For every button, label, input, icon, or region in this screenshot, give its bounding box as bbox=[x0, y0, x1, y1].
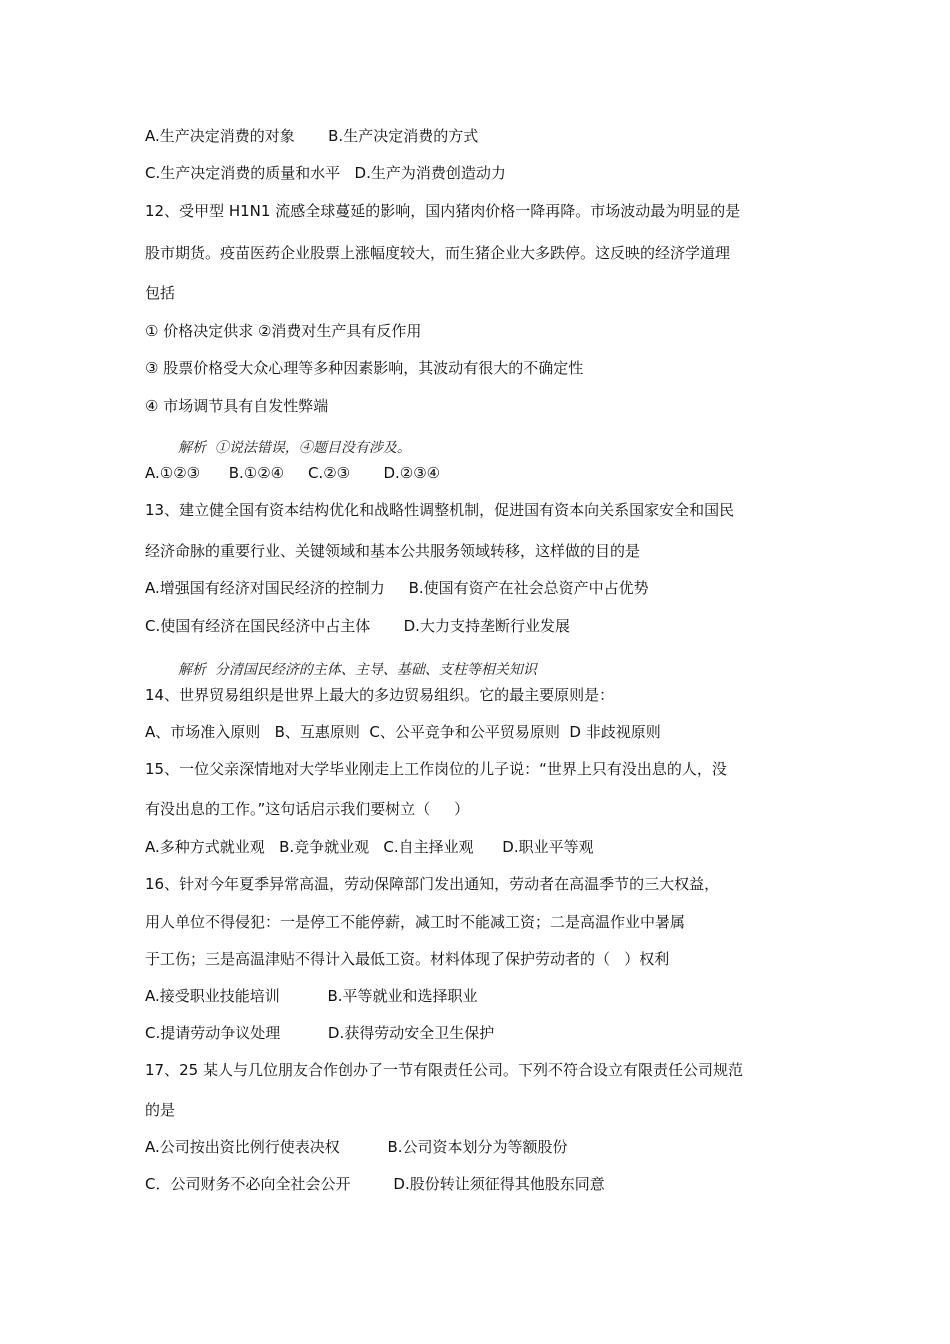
q14-options: A、市场准入原则 B、互惠原则 C、公平竞争和公平贸易原则 D 非歧视原则 bbox=[145, 723, 661, 741]
q14-stem: 14、世界贸易组织是世界上最大的多边贸易组织。它的最主要原则是： bbox=[145, 686, 615, 704]
q12-stem-line-3: 包括 bbox=[145, 284, 176, 302]
q17-options-cd: C．公司财务不必向全社会公开 D.股份转让须征得其他股东同意 bbox=[145, 1175, 605, 1193]
q12-statement-4: ④ 市场调节具有自发性弊端 bbox=[145, 397, 329, 415]
q12-stem-line-1: 12、受甲型 H1N1 流感全球蔓延的影响，国内猪肉价格一降再降。市场波动最为明显的是 bbox=[145, 202, 741, 220]
q16-stem-line-3: 于工伤；三是高温津贴不得计入最低工资。材料体现了保护劳动者的（ ）权利 bbox=[145, 950, 670, 968]
q13-analysis: 解析 分清国民经济的主体、主导、基础、支柱等相关知识 bbox=[178, 662, 537, 678]
q13-options-cd: C.使国有经济在国民经济中占主体 D.大力支持垄断行业发展 bbox=[145, 617, 570, 635]
q16-options-ab: A.接受职业技能培训 B.平等就业和选择职业 bbox=[145, 987, 478, 1005]
q17-options-ab: A.公司按出资比例行使表决权 B.公司资本划分为等额股份 bbox=[145, 1138, 568, 1156]
q17-stem-line-1: 17、25 某人与几位朋友合作创办了一节有限责任公司。下列不符合设立有限责任公司规范 bbox=[145, 1061, 743, 1079]
q15-stem-line-2: 有没出息的工作。”这句话启示我们要树立（ ） bbox=[145, 800, 470, 818]
q16-options-cd: C.提请劳动争议处理 D.获得劳动安全卫生保护 bbox=[145, 1024, 495, 1042]
q15-options: A.多种方式就业观 B.竞争就业观 C.自主择业观 D.职业平等观 bbox=[145, 838, 594, 856]
q12-statement-1-2: ① 价格决定供求 ②消费对生产具有反作用 bbox=[145, 322, 422, 340]
q11-options-cd: C.生产决定消费的质量和水平 D.生产为消费创造动力 bbox=[145, 164, 506, 182]
q12-analysis: 解析 ①说法错误，④题目没有涉及。 bbox=[178, 440, 411, 456]
q13-stem-line-2: 经济命脉的重要行业、关键领域和基本公共服务领域转移，这样做的目的是 bbox=[145, 542, 641, 560]
q16-stem-line-1: 16、针对今年夏季异常高温，劳动保障部门发出通知，劳动者在高温季节的三大权益， bbox=[145, 875, 720, 893]
q11-options-ab: A.生产决定消费的对象 B.生产决定消费的方式 bbox=[145, 127, 479, 145]
q12-statement-3: ③ 股票价格受大众心理等多种因素影响，其波动有很大的不确定性 bbox=[145, 359, 584, 377]
q12-stem-line-2: 股市期货。疫苗医药企业股票上涨幅度较大，而生猪企业大多跌停。这反映的经济学道理 bbox=[145, 244, 731, 262]
q16-stem-line-2: 用人单位不得侵犯：一是停工不能停薪，减工时不能减工资；二是高温作业中暑属 bbox=[145, 913, 686, 931]
q13-options-ab: A.增强国有经济对国民经济的控制力 B.使国有资产在社会总资产中占优势 bbox=[145, 579, 649, 597]
q12-options: A.①②③ B.①②④ C.②③ D.②③④ bbox=[145, 464, 441, 482]
q15-stem-line-1: 15、一位父亲深情地对大学毕业刚走上工作岗位的儿子说：“世界上只有没出息的人，没 bbox=[145, 760, 727, 778]
q17-stem-line-2: 的是 bbox=[145, 1101, 176, 1119]
q13-stem-line-1: 13、建立健全国有资本结构优化和战略性调整机制，促进国有资本向关系国家安全和国民 bbox=[145, 501, 735, 519]
